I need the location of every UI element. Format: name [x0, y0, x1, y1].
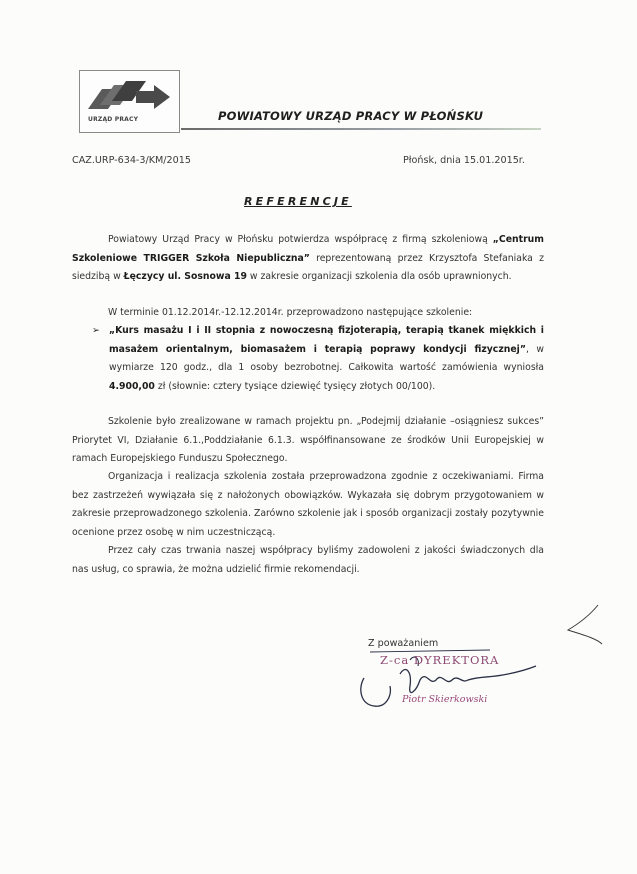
- course-description: [109, 322, 544, 396]
- paragraph-recommendation: Przez cały czas trwania naszej współpracy byliśmy zadowoleni z jakości świadczonych dla nas usług, co sprawia, że można udzielić firmie rekomendacji.: [72, 545, 544, 575]
- paragraph-project: Szkolenie było zrealizowane w ramach projektu pn. „Podejmij działanie –osiągniesz sukces” Priorytet VI, Działanie 6.1.,Poddziałanie 6.1.3. współfinansowane ze środków Unii Europejskiej w ramach Europejskiego Funduszu Społecznego.: [72, 416, 544, 464]
- company-name: „Centrum Szkoleniowe TRIGGER Szkoła Niepubliczna”: [72, 234, 544, 264]
- bullet-arrow-icon: ➢: [92, 325, 100, 336]
- paragraph-intro: [72, 231, 544, 287]
- text-segment: zł (słownie: cztery tysiące dziewięć tysięcy złotych 00/100).: [154, 380, 436, 392]
- document-date: Płońsk, dnia 15.01.2015r.: [403, 155, 525, 166]
- org-title: POWIATOWY URZĄD PRACY W PŁOŃSKU: [218, 109, 484, 123]
- text-segment: Powiatowy Urząd Pracy w Płońsku potwierdza współpracę z firmą szkoleniową: [108, 234, 493, 245]
- text-segment: reprezentowaną przez Krzysztofa Stefaniaka z siedzibą w: [72, 252, 544, 282]
- stamp-name: Piotr Skierkowski: [402, 694, 488, 705]
- document-heading: REFERENCJE: [244, 195, 352, 208]
- course-amount: 4.900,00: [109, 380, 155, 392]
- stamp-title: Z-ca DYREKTORA: [380, 653, 500, 667]
- reference-number: CAZ.URP-634-3/KM/2015: [72, 155, 191, 166]
- company-address: Łęczycy ul. Sosnowa 19: [123, 271, 247, 282]
- paragraph-evaluation: Organizacja i realizacja szkolenia została przeprowadzona zgodnie z oczekiwaniami. Firma bez zastrzeżeń wywiązała się z nałożonych obowiązków. Wykazała się dobrym przygotowaniem w zakresie przeprowadzonego szkolenia. Zarówno szkolenie jak i sposób organizacji zostały pozytywnie ocenione przez osobę w nim uczestniczącą.: [72, 471, 544, 538]
- paragraph-term: W terminie 01.12.2014r.-12.12.2014r. przeprowadzono następujące szkolenie:: [108, 307, 473, 318]
- header-divider: [181, 128, 541, 130]
- text-segment: , w wymiarze 120 godz., dla 1 osoby bezrobotnej. Całkowita wartość zamówienia wyniosła: [109, 343, 544, 373]
- logo: [79, 70, 180, 133]
- closing-salutation: Z poważaniem: [368, 638, 439, 649]
- text-segment: w zakresie organizacji szkolenia dla osób uprawnionych.: [246, 271, 512, 282]
- logo-text: URZĄD PRACY: [88, 116, 139, 123]
- course-title: „Kurs masażu I i II stopnia z nowoczesną fizjoterapią, terapią tkanek miękkich i masażem orientalnym, biomasażem i terapią poprawy kondycji fizycznej”: [109, 325, 544, 355]
